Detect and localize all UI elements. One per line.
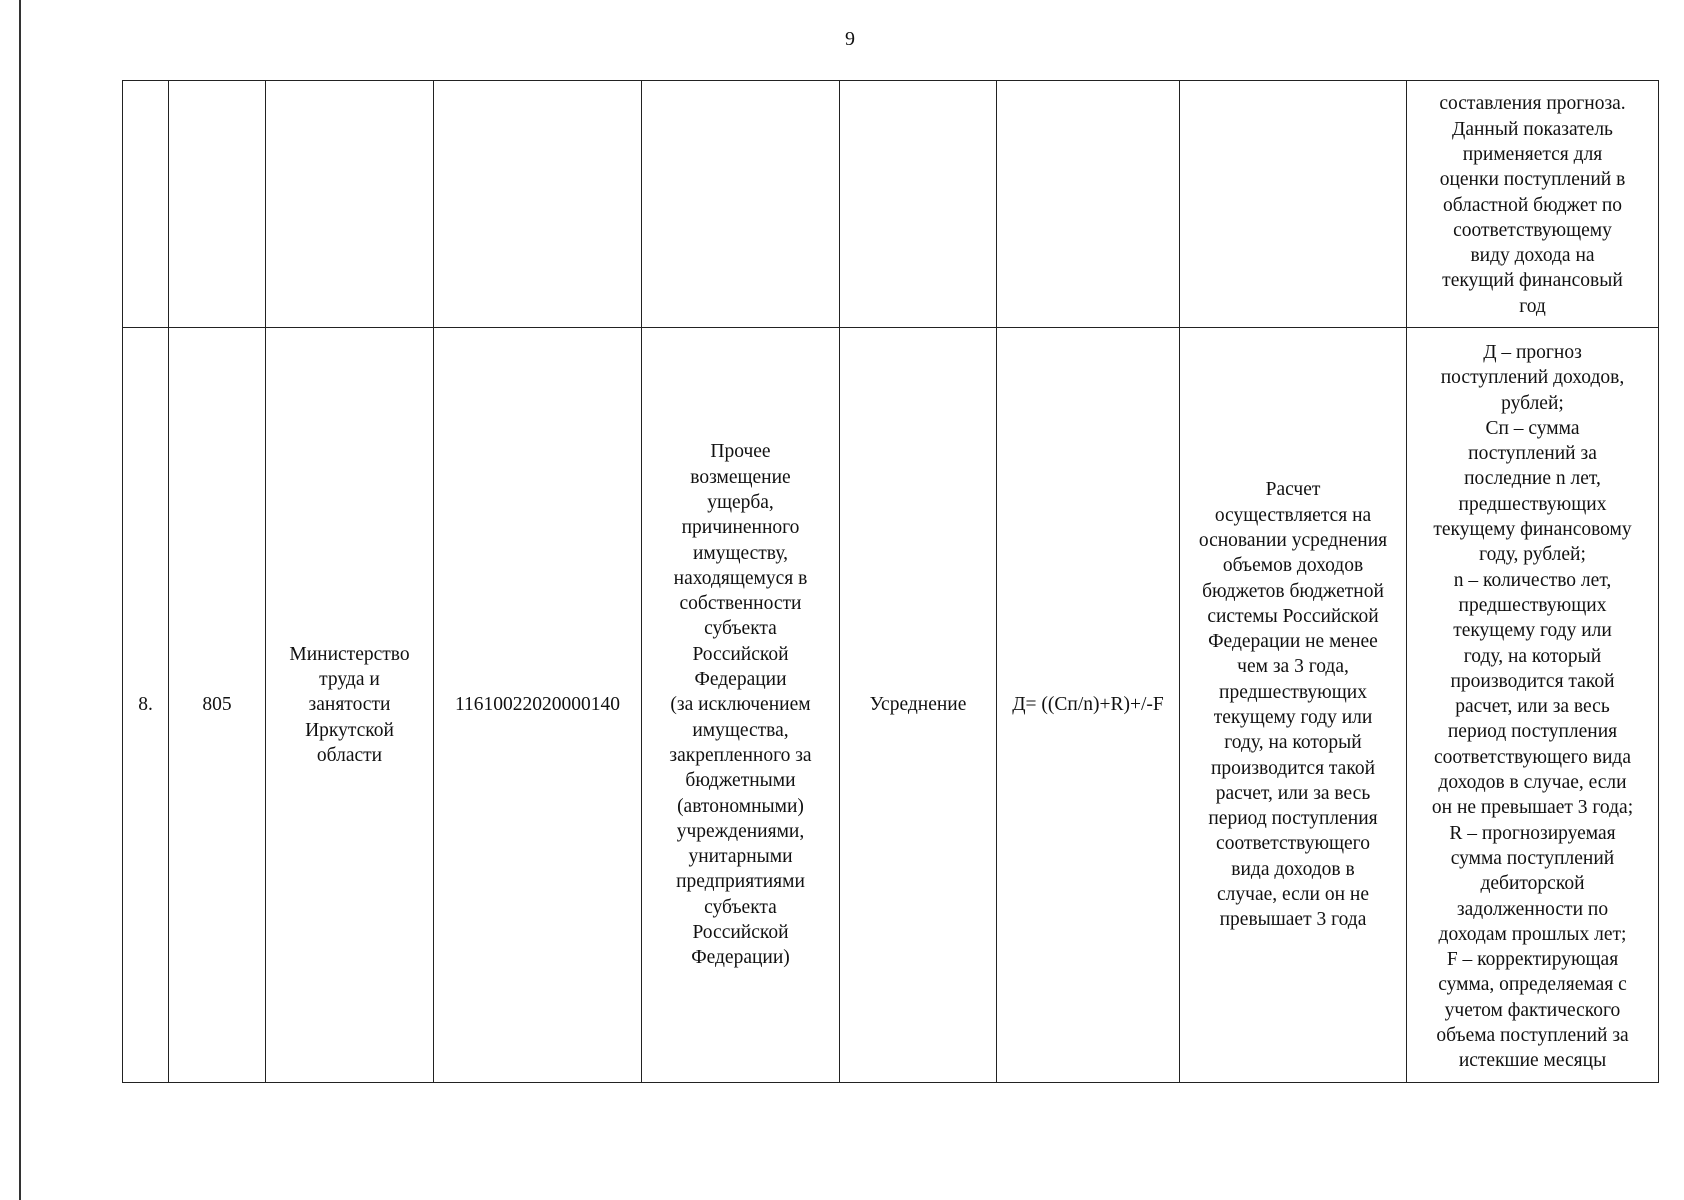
administrator-cell: Министерство труда и занятости Иркутской области — [266, 328, 434, 1083]
formula-cell-empty — [997, 81, 1180, 328]
page-number: 9 — [845, 28, 855, 50]
table-row — [123, 328, 1659, 1083]
administrator-cell-empty — [266, 81, 434, 328]
method-cell-empty — [840, 81, 997, 328]
kbk-cell-empty — [434, 81, 642, 328]
method-cell: Усреднение — [840, 328, 997, 1083]
income-name-cell: Прочее возмещение ущерба, причиненного имуществу, находящемуся в собственности субъекта Российской Федерации (за исключением имущества, закрепленного за бюджетными (автономными) учреждениями, унитарными предприятиями субъекта Российской Федерации) — [642, 328, 840, 1083]
kbk-cell: 11610022020000140 — [434, 328, 642, 1083]
row-number-cell: 8. — [123, 328, 169, 1083]
admin-code-cell-empty — [169, 81, 266, 328]
number-cell-empty — [123, 81, 169, 328]
left-margin-line — [19, 0, 21, 1200]
indicators-continuation-cell: составления прогноза. Данный показатель применяется для оценки поступлений в областной бюджет по соответствующему виду дохода на текущий финансовый год — [1407, 81, 1659, 328]
income-forecast-table — [122, 80, 1659, 1083]
admin-code-cell: 805 — [169, 328, 266, 1083]
algorithm-cell: Расчет осуществляется на основании усреднения объемов доходов бюджетов бюджетной системы Российской Федерации не менее чем за 3 года, предшествующих текущему году или году, на который производится такой расчет, или за весь период поступления соответствующего вида доходов в случае, если он не превышает 3 года — [1180, 328, 1407, 1083]
table-row-continuation — [123, 81, 1659, 328]
indicators-cell: Д – прогноз поступлений доходов, рублей; Сп – сумма поступлений за последние n лет, предшествующих текущему финансовому году, рублей; n – количество лет, предшествующих текущему году или году, на который производится такой расчет, или за весь период поступления соответствующего вида доходов в случае, если он не превышает 3 года; R – прогнозируемая сумма поступлений дебиторской задолженности по доходам прошлых лет; F – корректирующая сумма, определяемая с учетом фактического объема поступлений за истекшие месяцы — [1407, 328, 1659, 1083]
algorithm-cell-empty — [1180, 81, 1407, 328]
income-name-cell-empty — [642, 81, 840, 328]
formula-cell: Д= ((Сп/n)+R)+/-F — [997, 328, 1180, 1083]
